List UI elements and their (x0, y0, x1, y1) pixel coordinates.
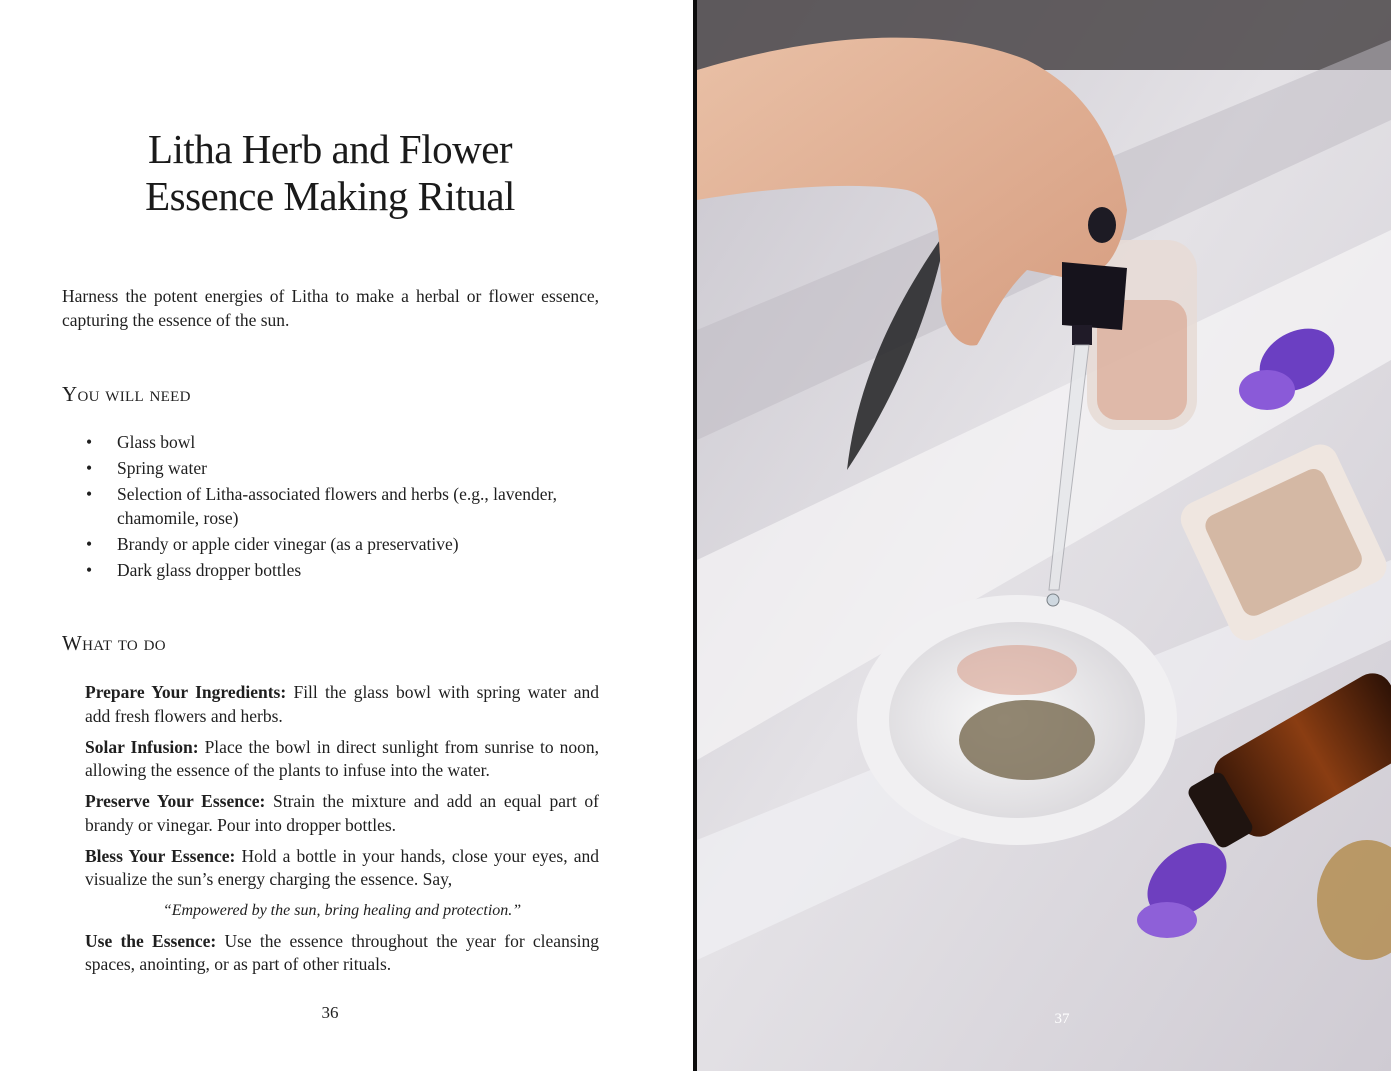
incantation-quote: “Empowered by the sun, bring healing and protection.” (162, 902, 522, 919)
step-paragraph (85, 681, 599, 728)
you-will-need-heading: You will need (62, 382, 191, 406)
page-title (60, 126, 600, 220)
page-number-left: 36 (321, 1003, 339, 1022)
step-label: Solar Infusion: (85, 736, 199, 757)
step-paragraph (85, 790, 599, 837)
step-label: Use the Essence: (85, 930, 217, 951)
bowl (857, 595, 1177, 845)
what-to-do-heading: What to do (62, 631, 166, 655)
list-item: • Selection of Litha-associated flowers and herbs (e.g., lavender, chamomile, rose) (62, 483, 562, 530)
dropper-bowl-flowers-photo (697, 0, 1391, 1071)
right-page (697, 0, 1391, 1071)
step-label: Bless Your Essence: (85, 845, 236, 866)
steps-section (85, 681, 599, 984)
step-label: Prepare Your Ingredients: (85, 682, 287, 702)
page-number-right: 37 (1054, 1011, 1070, 1027)
list-item: • Glass bowl (62, 431, 562, 455)
step-text: Strain the mixture and add an equal part of brandy or vinegar. Pour into dropper bottles. (85, 791, 599, 835)
title-line-1: Litha Herb and Flower (147, 126, 513, 172)
list-item: • Brandy or apple cider vinegar (as a preservative) (62, 533, 562, 557)
step-paragraph (85, 845, 599, 892)
intro-paragraph: Harness the potent energies of Litha to make a herbal or flower essence, capturing the essence of the sun. (62, 286, 599, 330)
list-item: • Spring water (62, 457, 562, 481)
step-text: Fill the glass bowl with spring water and add fresh flowers and herbs. (85, 682, 599, 726)
list-item: • Dark glass dropper bottles (62, 559, 562, 583)
ingredients-list (62, 431, 562, 585)
title-line-2: Essence Making Ritual (145, 173, 515, 219)
step-text: Use the essence throughout the year for cleansing spaces, anointing, or as part of other rituals. (85, 930, 599, 974)
step-text: Hold a bottle in your hands, close your eyes, and visualize the sun’s energy charging the essence. Say, (85, 845, 599, 889)
step-text: Place the bowl in direct sunlight from sunrise to noon, allowing the essence of the plants to infuse into the water. (85, 736, 599, 780)
step-paragraph (85, 930, 599, 977)
step-label: Preserve Your Essence: (85, 791, 266, 811)
left-page (0, 0, 693, 1071)
step-paragraph (85, 736, 599, 783)
